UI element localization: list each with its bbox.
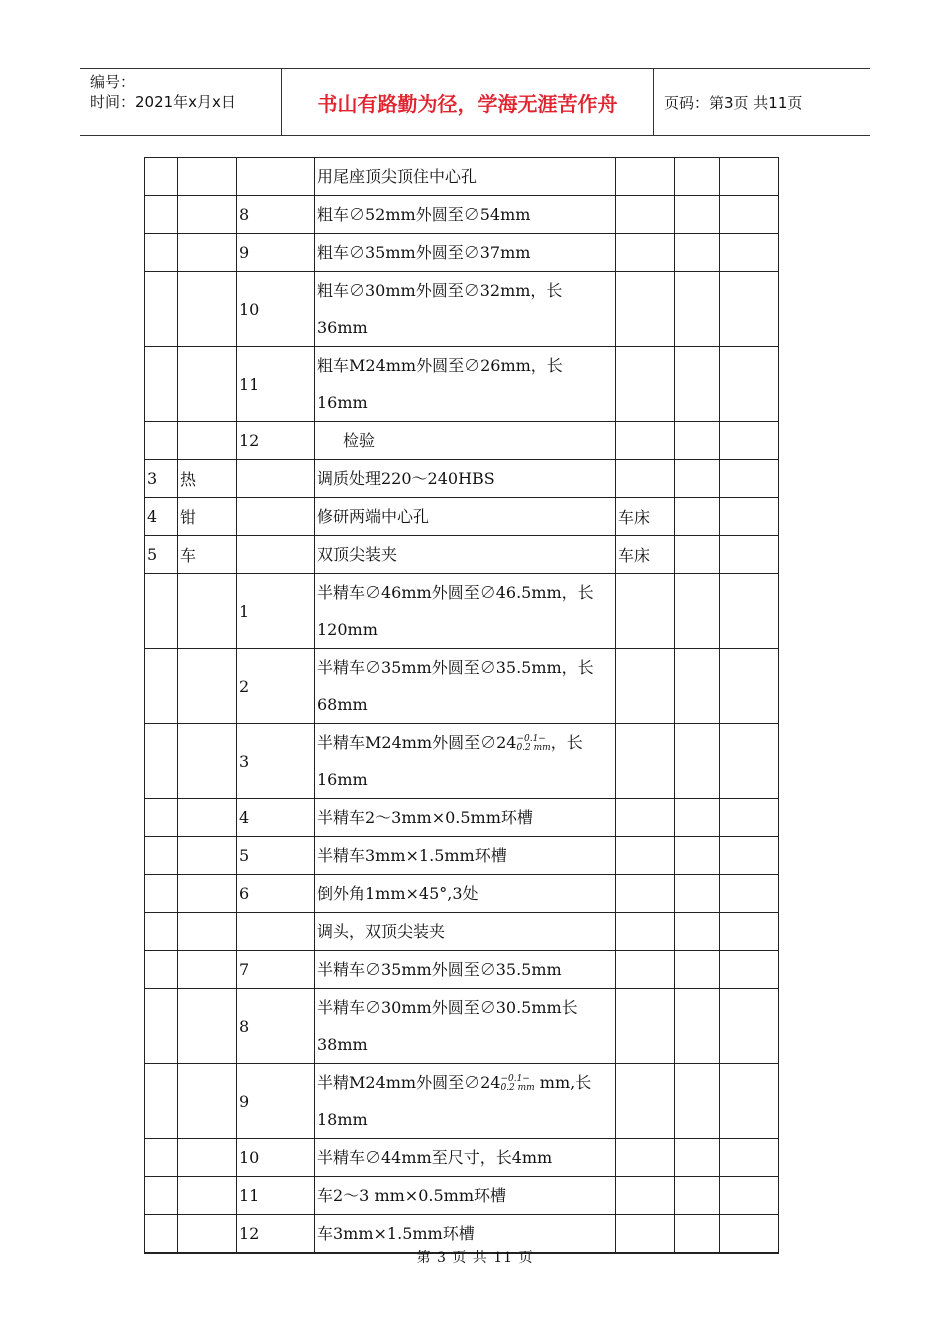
cell-text: 半精车∅44mm至尺寸，长4mm bbox=[317, 1148, 553, 1167]
tolerance-lower: 0.2 mm bbox=[516, 742, 551, 753]
cell-text: 双顶尖装夹 bbox=[317, 545, 398, 564]
table-cell-2 bbox=[178, 347, 237, 422]
table-row bbox=[145, 913, 819, 951]
table-cell-2 bbox=[178, 951, 237, 989]
table-cell-7 bbox=[720, 234, 779, 272]
table-cell-4 bbox=[315, 875, 616, 913]
table-cell-3: 1 bbox=[237, 574, 315, 649]
table-cell-5 bbox=[616, 196, 675, 234]
table-cell-3 bbox=[237, 913, 315, 951]
table-cell-5 bbox=[616, 347, 675, 422]
page-header bbox=[80, 68, 870, 136]
table-cell-2: 车 bbox=[178, 536, 237, 574]
table-cell-6 bbox=[675, 1139, 720, 1177]
table-cell-4 bbox=[315, 158, 616, 196]
cell-text: 半精车3mm×1.5mm环槽 bbox=[317, 846, 507, 865]
table-row bbox=[145, 158, 819, 196]
table-cell-7 bbox=[720, 875, 779, 913]
table-cell-4 bbox=[315, 1139, 616, 1177]
table-cell-1 bbox=[145, 1177, 178, 1215]
table-row bbox=[145, 196, 819, 234]
table-cell-7 bbox=[720, 460, 779, 498]
table-cell-7 bbox=[720, 913, 779, 951]
table-row bbox=[145, 1064, 819, 1139]
table-cell-6 bbox=[675, 347, 720, 422]
table-cell-2 bbox=[178, 799, 237, 837]
table-cell-4 bbox=[315, 498, 616, 536]
table-cell-5 bbox=[616, 649, 675, 724]
table-cell-5 bbox=[616, 875, 675, 913]
table-row bbox=[145, 649, 819, 724]
cell-text: 车2～3 mm×0.5mm环槽 bbox=[317, 1186, 506, 1205]
table-cell-1 bbox=[145, 272, 178, 347]
table-cell-7 bbox=[720, 422, 779, 460]
table-cell-5 bbox=[616, 951, 675, 989]
table-cell-6 bbox=[675, 536, 720, 574]
table-row bbox=[145, 724, 819, 799]
cell-text: 半精车M24mm外圆至∅24 bbox=[317, 733, 517, 752]
cell-text: 半精车2～3mm×0.5mm环槽 bbox=[317, 808, 533, 827]
cell-text: 车3mm×1.5mm环槽 bbox=[317, 1224, 475, 1243]
table-cell-2 bbox=[178, 837, 237, 875]
table-cell-6 bbox=[675, 272, 720, 347]
table-cell-3: 10 bbox=[237, 1139, 315, 1177]
table-cell-4 bbox=[315, 460, 616, 498]
table-cell-3: 7 bbox=[237, 951, 315, 989]
table-cell-1 bbox=[145, 724, 178, 799]
table-cell-6 bbox=[675, 196, 720, 234]
table-cell-2 bbox=[178, 989, 237, 1064]
table-row bbox=[145, 498, 819, 536]
table-cell-2: 热 bbox=[178, 460, 237, 498]
table-row bbox=[145, 234, 819, 272]
table-cell-2 bbox=[178, 875, 237, 913]
tolerance-upper: −0.1− bbox=[500, 1073, 530, 1084]
table-cell-4 bbox=[315, 574, 616, 649]
table-cell-1 bbox=[145, 347, 178, 422]
table-cell-3: 8 bbox=[237, 196, 315, 234]
table-cell-6 bbox=[675, 1177, 720, 1215]
table-cell-4 bbox=[315, 837, 616, 875]
table-cell-2 bbox=[178, 649, 237, 724]
table-cell-5: 车床 bbox=[616, 536, 675, 574]
table-cell-6 bbox=[675, 574, 720, 649]
table-cell-2 bbox=[178, 422, 237, 460]
table-cell-6 bbox=[675, 1064, 720, 1139]
process-table-body bbox=[145, 158, 819, 1254]
table-cell-4 bbox=[315, 272, 616, 347]
table-cell-7 bbox=[720, 1139, 779, 1177]
table-cell-5 bbox=[616, 272, 675, 347]
table-row bbox=[145, 460, 819, 498]
table-cell-3: 12 bbox=[237, 1215, 315, 1254]
table-cell-6 bbox=[675, 724, 720, 799]
table-row bbox=[145, 347, 819, 422]
page-footer: 第 3 页 共 11 页 bbox=[416, 1250, 534, 1266]
table-cell-3 bbox=[237, 498, 315, 536]
table-cell-3: 4 bbox=[237, 799, 315, 837]
table-cell-6 bbox=[675, 460, 720, 498]
table-cell-7 bbox=[720, 724, 779, 799]
cell-text: 半精M24mm外圆至∅24 bbox=[317, 1073, 501, 1092]
cell-text: 调质处理220～240HBS bbox=[317, 469, 495, 488]
table-cell-3: 10 bbox=[237, 272, 315, 347]
table-row bbox=[145, 536, 819, 574]
table-cell-4 bbox=[315, 347, 616, 422]
table-cell-4 bbox=[315, 799, 616, 837]
table-cell-7 bbox=[720, 158, 779, 196]
table-cell-1: 4 bbox=[145, 498, 178, 536]
cell-text-tail: mm,长18mm bbox=[317, 1073, 592, 1129]
tolerance-annotation bbox=[516, 735, 550, 753]
table-cell-2 bbox=[178, 158, 237, 196]
table-cell-1 bbox=[145, 837, 178, 875]
table-row bbox=[145, 1139, 819, 1177]
table-cell-1 bbox=[145, 1064, 178, 1139]
table-cell-3: 8 bbox=[237, 989, 315, 1064]
table-cell-1 bbox=[145, 989, 178, 1064]
table-cell-6 bbox=[675, 989, 720, 1064]
table-cell-6 bbox=[675, 422, 720, 460]
table-cell-4 bbox=[315, 951, 616, 989]
table-row bbox=[145, 989, 819, 1064]
table-cell-5 bbox=[616, 837, 675, 875]
table-cell-7 bbox=[720, 837, 779, 875]
table-cell-4 bbox=[315, 1064, 616, 1139]
table-cell-6 bbox=[675, 875, 720, 913]
table-cell-1 bbox=[145, 875, 178, 913]
cell-text: 粗车∅52mm外圆至∅54mm bbox=[317, 205, 531, 224]
table-cell-1 bbox=[145, 951, 178, 989]
table-row bbox=[145, 574, 819, 649]
cell-text: 半精车∅35mm外圆至∅35.5mm bbox=[317, 960, 562, 979]
table-cell-5: 车床 bbox=[616, 498, 675, 536]
table-cell-1 bbox=[145, 234, 178, 272]
table-cell-6 bbox=[675, 913, 720, 951]
table-cell-4 bbox=[315, 422, 616, 460]
table-cell-3 bbox=[237, 158, 315, 196]
table-cell-3 bbox=[237, 460, 315, 498]
cell-text: 用尾座顶尖顶住中心孔 bbox=[317, 167, 478, 186]
table-cell-6 bbox=[675, 498, 720, 536]
table-cell-4 bbox=[315, 196, 616, 234]
table-cell-7 bbox=[720, 272, 779, 347]
table-cell-7 bbox=[720, 799, 779, 837]
table-cell-5 bbox=[616, 422, 675, 460]
table-cell-3: 11 bbox=[237, 347, 315, 422]
table-cell-5 bbox=[616, 1177, 675, 1215]
table-cell-2 bbox=[178, 1064, 237, 1139]
table-cell-7 bbox=[720, 1064, 779, 1139]
cell-text: 倒外角1mm×45°,3处 bbox=[317, 884, 479, 903]
table-cell-1 bbox=[145, 158, 178, 196]
table-cell-7 bbox=[720, 196, 779, 234]
table-cell-7 bbox=[720, 498, 779, 536]
cell-text: 调头，双顶尖装夹 bbox=[317, 922, 446, 941]
cell-text: 粗车∅35mm外圆至∅37mm bbox=[317, 243, 531, 262]
table-cell-5 bbox=[616, 724, 675, 799]
table-row bbox=[145, 799, 819, 837]
table-cell-2 bbox=[178, 1177, 237, 1215]
table-cell-3: 2 bbox=[237, 649, 315, 724]
table-cell-2 bbox=[178, 234, 237, 272]
table-row bbox=[145, 1177, 819, 1215]
table-cell-6 bbox=[675, 951, 720, 989]
table-cell-7 bbox=[720, 989, 779, 1064]
table-cell-1 bbox=[145, 196, 178, 234]
table-cell-5 bbox=[616, 1139, 675, 1177]
table-cell-7 bbox=[720, 574, 779, 649]
table-cell-1 bbox=[145, 649, 178, 724]
table-cell-1 bbox=[145, 799, 178, 837]
table-cell-3: 9 bbox=[237, 1064, 315, 1139]
table-cell-1 bbox=[145, 422, 178, 460]
table-cell-6 bbox=[675, 158, 720, 196]
table-cell-3: 12 bbox=[237, 422, 315, 460]
table-cell-2 bbox=[178, 272, 237, 347]
cell-text: 粗车∅30mm外圆至∅32mm，长36mm bbox=[317, 281, 563, 337]
cell-text: 半精车∅35mm外圆至∅35.5mm，长68mm bbox=[317, 658, 594, 714]
table-cell-3 bbox=[237, 536, 315, 574]
header-motto: 书山有路勤为径，学海无涯苦作舟 bbox=[282, 69, 654, 135]
table-cell-5 bbox=[616, 234, 675, 272]
cell-text: 半精车∅30mm外圆至∅30.5mm长38mm bbox=[317, 998, 578, 1054]
table-cell-5 bbox=[616, 913, 675, 951]
table-cell-7 bbox=[720, 1177, 779, 1215]
table-cell-4 bbox=[315, 234, 616, 272]
table-cell-1 bbox=[145, 574, 178, 649]
table-cell-1 bbox=[145, 913, 178, 951]
cell-text: 检验 bbox=[343, 431, 376, 450]
table-cell-6 bbox=[675, 649, 720, 724]
table-row bbox=[145, 272, 819, 347]
cell-text: 半精车∅46mm外圆至∅46.5mm，长120mm bbox=[317, 583, 594, 639]
table-row bbox=[145, 422, 819, 460]
header-page-info: 页码：第3页 共11页 bbox=[664, 93, 803, 112]
table-cell-5 bbox=[616, 460, 675, 498]
cell-text: 粗车M24mm外圆至∅26mm，长16mm bbox=[317, 356, 563, 412]
table-cell-4 bbox=[315, 724, 616, 799]
table-cell-2: 钳 bbox=[178, 498, 237, 536]
table-cell-4 bbox=[315, 536, 616, 574]
table-cell-5 bbox=[616, 574, 675, 649]
table-cell-2 bbox=[178, 724, 237, 799]
cell-text-tail: ，长16mm bbox=[317, 733, 583, 789]
table-cell-3: 11 bbox=[237, 1177, 315, 1215]
tolerance-annotation bbox=[500, 1075, 534, 1093]
table-cell-2 bbox=[178, 574, 237, 649]
table-cell-3: 5 bbox=[237, 837, 315, 875]
table-cell-5 bbox=[616, 989, 675, 1064]
header-meta bbox=[80, 69, 282, 135]
table-cell-7 bbox=[720, 649, 779, 724]
table-cell-5 bbox=[616, 158, 675, 196]
table-cell-7 bbox=[720, 536, 779, 574]
table-cell-6 bbox=[675, 837, 720, 875]
table-cell-6 bbox=[675, 799, 720, 837]
table-cell-1 bbox=[145, 1139, 178, 1177]
table-cell-7 bbox=[720, 347, 779, 422]
table-cell-4 bbox=[315, 989, 616, 1064]
table-cell-4 bbox=[315, 913, 616, 951]
table-cell-5 bbox=[616, 799, 675, 837]
table-cell-3: 6 bbox=[237, 875, 315, 913]
table-cell-6 bbox=[675, 234, 720, 272]
table-cell-5 bbox=[616, 1064, 675, 1139]
table-cell-7 bbox=[720, 951, 779, 989]
table-row bbox=[145, 875, 819, 913]
table-cell-3: 3 bbox=[237, 724, 315, 799]
table-cell-4 bbox=[315, 1177, 616, 1215]
table-cell-4 bbox=[315, 649, 616, 724]
tolerance-lower: 0.2 mm bbox=[500, 1082, 535, 1093]
table-cell-1: 5 bbox=[145, 536, 178, 574]
table-cell-2 bbox=[178, 196, 237, 234]
process-table bbox=[144, 157, 819, 1254]
table-row bbox=[145, 951, 819, 989]
number-label: 编号： bbox=[90, 73, 136, 91]
date-label: 时间：2021年x月x日 bbox=[90, 93, 236, 111]
table-cell-1: 3 bbox=[145, 460, 178, 498]
cell-text: 修研两端中心孔 bbox=[317, 507, 430, 526]
tolerance-upper: −0.1− bbox=[516, 733, 546, 744]
table-row bbox=[145, 837, 819, 875]
table-cell-2 bbox=[178, 1139, 237, 1177]
table-cell-2 bbox=[178, 913, 237, 951]
table-cell-3: 9 bbox=[237, 234, 315, 272]
